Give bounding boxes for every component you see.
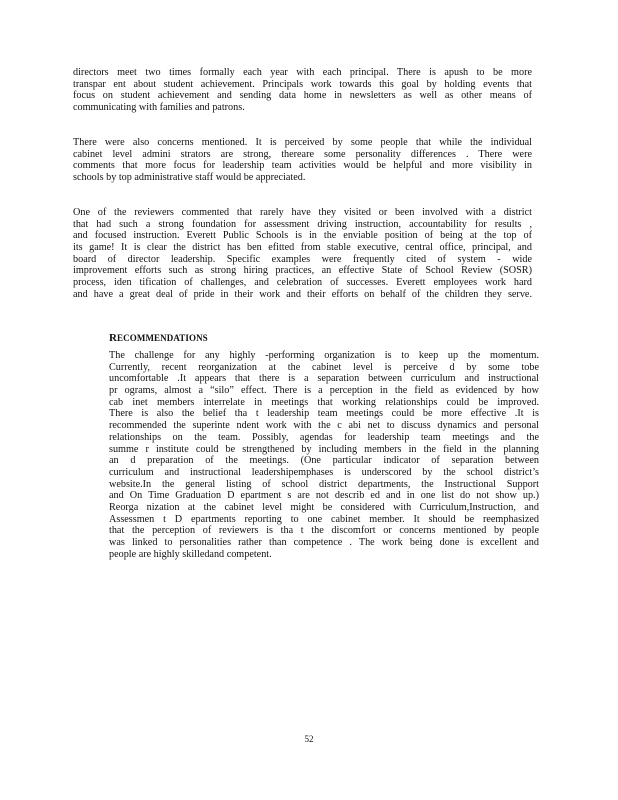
text-line: uncomfortable .It appears that there is a separation between curriculum and instructional [109,373,539,385]
page-number: 52 [304,734,314,744]
text-line: summe r institute could be strengthened by including members in the field in the planning [109,443,539,455]
text-line: The challenge for any highly -performing organization is to keep up the momentum. [109,350,539,361]
text-line: board of director leadership. Specific examples were frequently cited of system - wide [73,253,532,265]
text-line: that the perception of reviewers is tha t the discomfort or concerns mentioned by people [109,525,539,537]
text-line: curriculum and instructional leadershipemphases is underscored by the school district’s [109,466,539,478]
paragraph-reviewer-comments [73,207,532,301]
text-line: Currently, recent reorganization at the cabinet level is perceive d by some tobe [109,361,539,373]
text-line: cabinet level admini strators are strong, thereare some personality differences . There were [73,148,532,160]
text-line: cab inet members interrelate in meetings that working relationships could be improved. [109,396,539,408]
text-line: communicating with families and patrons. [73,102,245,114]
text-line: improvement efforts such as strong hiring practices, an effective State of School Review (SOSR) [73,265,532,277]
text-line: and have a great deal of pride in their work and their efforts on behalf of the children they serve. [73,288,532,300]
text-line: people are highly skilledand competent. [109,548,272,560]
text-line: Assessmen t D epartments reporting to one cabinet member. It should be reemphasized [109,513,539,525]
text-line: pr ograms, almost a “silo” effect. There is a perception in the field as evidenced by how [109,385,539,397]
recommendations-paragraph [109,350,539,560]
text-line: website.In the general listing of school district departments, the Instructional Support [109,478,539,490]
text-line: process, iden tification of challenges, and celebration of successes. Everett employees work hard [73,277,532,289]
heading-initial: R [109,332,118,344]
text-line: There is also the belief tha t leadership team meetings could be more effective .It is [109,408,539,420]
text-line: focus on student achievement and sending data home in newsletters as well as other means of [73,90,532,102]
text-line: recommended the superinte ndent work with the c abi net to discuss dynamics and personal [109,420,539,432]
text-line: schools by top administrative staff would be appreciated. [73,172,306,184]
recommendations-heading [109,332,208,344]
text-line: and focused instruction. Everett Public Schools is in the enviable position of being at the top of [73,230,532,242]
text-line: its game! It is clear the district has ben efitted from stable executive, central office, principal, and [73,242,532,254]
paragraph-director-meetings [73,67,532,114]
text-line: transpar ent about student achievement. Principals work towards this goal by holding events that [73,78,532,90]
text-line: One of the reviewers commented that rarely have they visited or been involved with a district [73,207,532,218]
text-line: was linked to personalities rather than competence . The work being done is excellent and [109,537,539,548]
paragraph-concerns [73,137,532,184]
heading-rest: ECOMMENDATIONS [117,333,208,343]
text-line: and On Time Graduation D epartment s are not describ ed and in one list do not show up.) [109,490,539,502]
text-line: comments that more focus for leadership team activities would be helpful and more visibility in [73,160,532,172]
text-line: that had such a strong foundation for assessment driving instruction, accountability for results , [73,218,532,230]
text-line: relationships on the team. Possibly, agendas for leadership team meetings and the [109,431,539,443]
text-line: There were also concerns mentioned. It is perceived by some people that while the individual [73,137,532,148]
text-line: directors meet two times formally each year with each principal. There is apush to be more [73,67,532,78]
text-line: Reorga nization at the cabinet level might be considered with Curriculum,Instruction, and [109,501,539,513]
text-line: an d preparation of the meetings. (One particular indicator of separation between [109,455,539,467]
